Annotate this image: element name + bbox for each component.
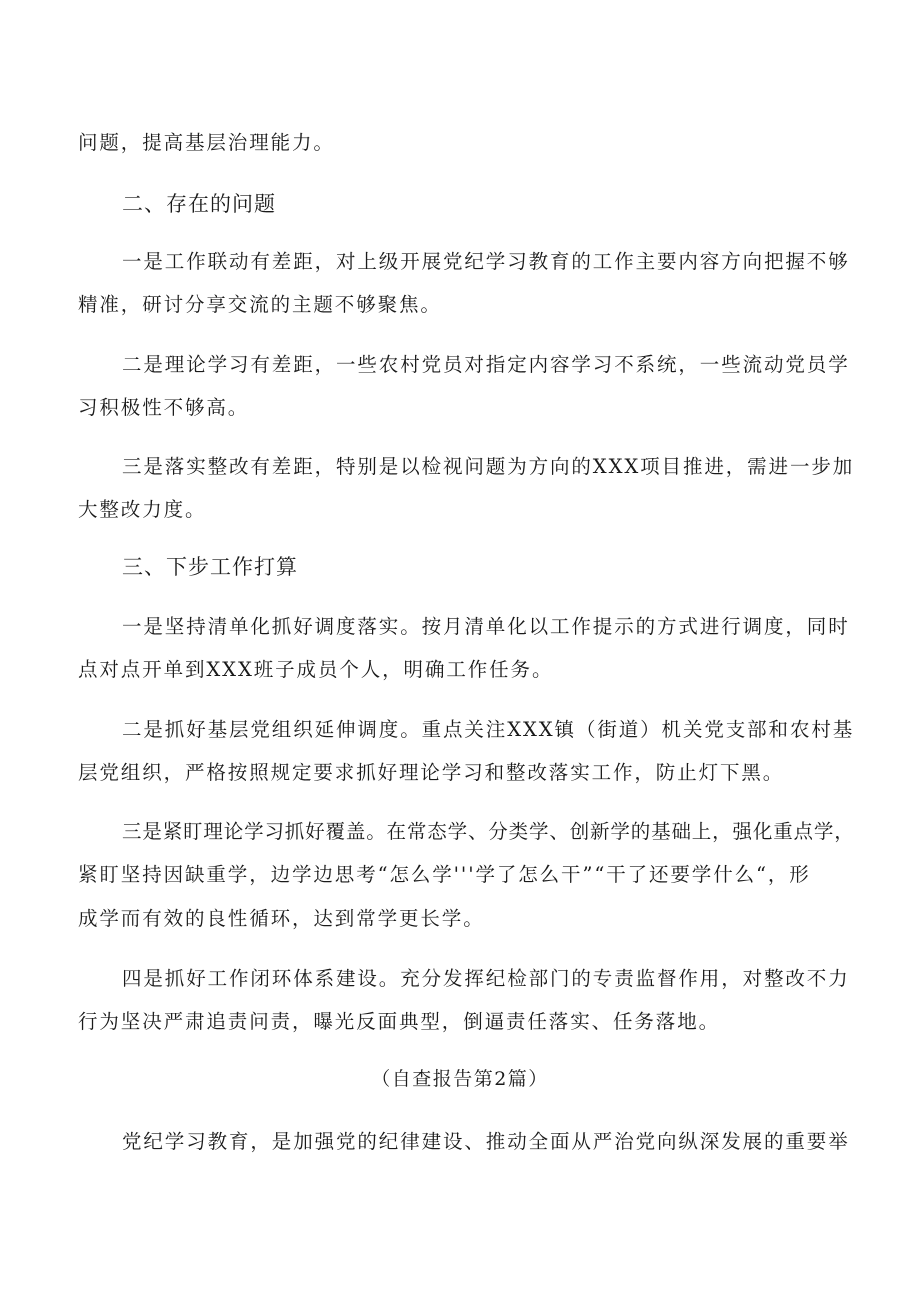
s3-item-4-line-2: 行为坚决严肃追责问责，曝光反面典型，倒逼责任落实、任务落地。 <box>78 1010 721 1033</box>
s3-item-4-line-1: 四是抓好工作闭环体系建设。充分发挥纪检部门的专责监督作用，对整改不力 <box>122 967 850 990</box>
section-3-heading: 三、下步工作打算 <box>122 555 298 579</box>
s2-item-2-line-2: 习积极性不够高。 <box>78 396 250 419</box>
s3-item-3-line-1: 三是紧盯理论学习抓好覆盖。在常态学、分类学、创新学的基础上，强化重点学， <box>122 820 855 843</box>
s2-item-1-line-1: 一是工作联动有差距，对上级开展党纪学习教育的工作主要内容方向把握不够 <box>122 250 850 273</box>
s3-item-1-line-1: 一是坚持清单化抓好调度落实。按月清单化以工作提示的方式进行调度，同时 <box>122 615 850 638</box>
s3-item-2-line-2: 层党组织，严格按照规定要求抓好理论学习和整改落实工作，防止灯下黑。 <box>78 761 785 784</box>
s2-item-3-line-1: 三是落实整改有差距，特别是以检视问题为方向的XXX项目推进，需进一步加 <box>122 455 855 478</box>
intro-tail-text: 问题，提高基层治理能力。 <box>78 131 335 154</box>
s3-item-1-line-2: 点对点开单到XXX班子成员个人，明确工作任务。 <box>78 658 554 681</box>
s2-item-3-line-2: 大整改力度。 <box>78 498 207 521</box>
next-report-first-line: 党纪学习教育，是加强党的纪律建设、推动全面从严治党向纵深发展的重要举 <box>122 1130 850 1153</box>
s2-item-2-line-1: 二是理论学习有差距，一些农村党员对指定内容学习不系统，一些流动党员学 <box>122 353 850 376</box>
s2-item-1-line-2: 精准，研讨分享交流的主题不够聚焦。 <box>78 293 442 316</box>
s3-item-3-line-3: 成学而有效的良性循环，达到常学更长学。 <box>78 907 485 930</box>
s3-item-2-line-1: 二是抓好基层党组织延伸调度。重点关注XXX镇（街道）机关党支部和农村基 <box>122 718 855 741</box>
s3-item-3-line-2: 紧盯坚持因缺重学，边学边思考“怎么学'''学了怎么干”“干了还要学什么“，形 <box>78 863 811 886</box>
next-report-title: （自查报告第2篇） <box>371 1068 549 1090</box>
section-2-heading: 二、存在的问题 <box>122 192 276 216</box>
